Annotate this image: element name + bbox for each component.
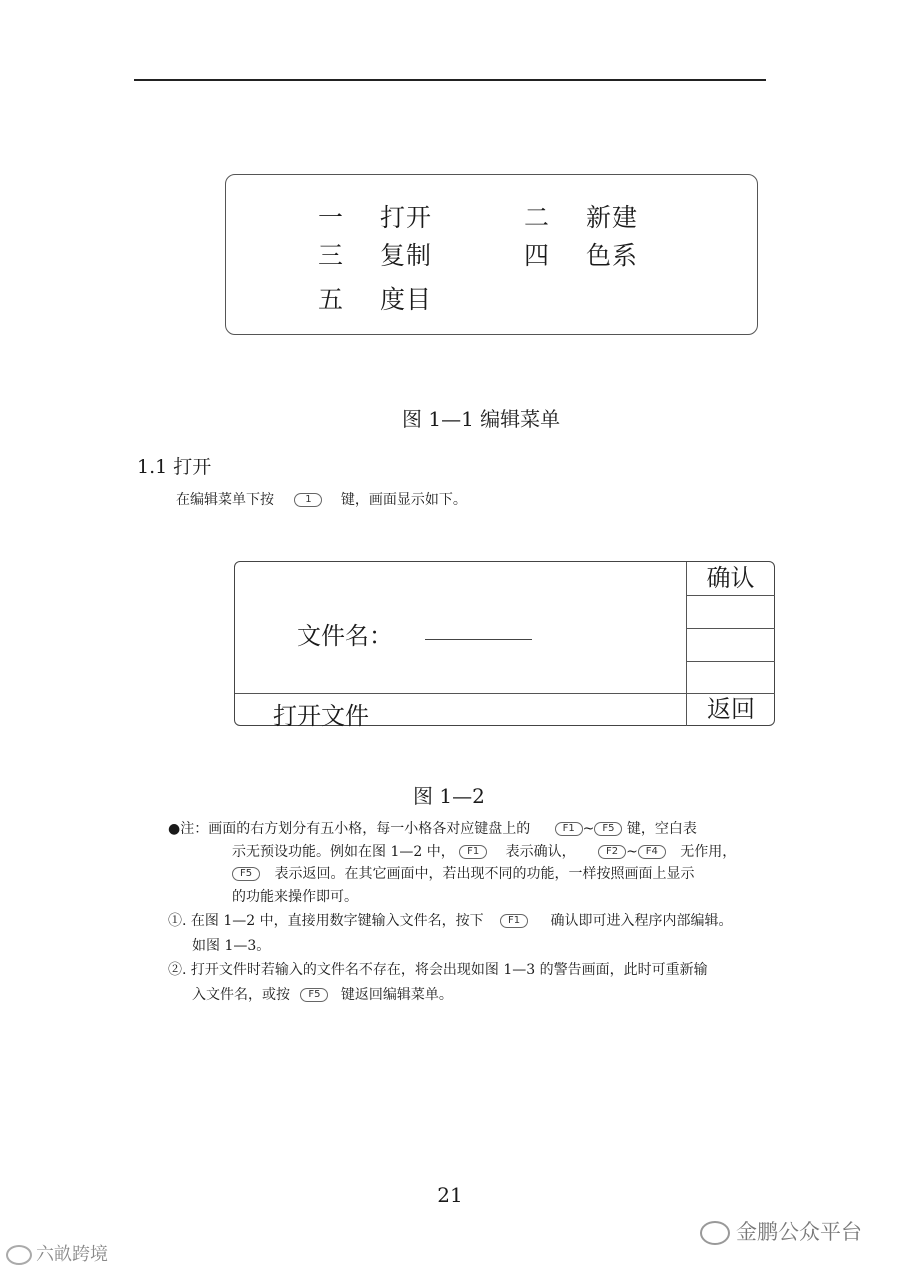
filename-label: 文件名： — [297, 622, 393, 650]
watermark-text: 六畝跨境 — [36, 1244, 108, 1265]
menu-item-number: 一 — [318, 203, 345, 232]
status-open-file: 打开文件 — [273, 702, 369, 730]
note-text: ①. 在图 1—2 中，直接用数字键输入文件名，按下 — [168, 913, 484, 929]
watermark-right — [700, 1216, 862, 1246]
note-line: 的功能来操作即可。 — [232, 889, 358, 905]
tilde-text: ~ — [582, 821, 595, 837]
menu-item-label: 度目 — [380, 285, 433, 314]
key-f1-icon: F1 — [459, 845, 487, 859]
note-text: 确认即可进入程序内部编辑。 — [550, 913, 733, 929]
intro-paragraph — [176, 489, 467, 509]
key-f1-icon: F1 — [500, 914, 528, 928]
menu-item-label: 复制 — [380, 241, 433, 270]
edit-menu-box — [225, 174, 758, 335]
menu-item-number: 五 — [318, 285, 345, 314]
softkey-confirm[interactable]: 确认 — [706, 564, 755, 592]
menu-item-scale — [318, 280, 432, 316]
filename-input[interactable] — [425, 638, 532, 640]
menu-item-label: 新建 — [586, 203, 639, 232]
list-item-continuation: 如图 1—3。 — [192, 938, 271, 954]
note-line — [232, 864, 694, 884]
menu-item-copy — [318, 236, 432, 272]
key-f4-icon: F4 — [638, 845, 666, 859]
list-item: ②. 打开文件时若输入的文件名不存在，将会出现如图 1—3 的警告画面，此时可重新输 — [168, 962, 708, 978]
watermark-left — [6, 1240, 108, 1266]
menu-item-number: 四 — [524, 241, 551, 270]
header-rule — [134, 79, 766, 81]
note-text: 入文件名，或按 — [192, 987, 290, 1003]
tilde-text: ~ — [626, 844, 638, 860]
intro-text: 键，画面显示如下。 — [340, 492, 467, 508]
figure-caption: 图 1—2 — [413, 784, 485, 808]
logo-icon — [6, 1245, 32, 1265]
key-f5-icon: F5 — [300, 988, 328, 1002]
note-text: 键返回编辑菜单。 — [340, 987, 453, 1003]
note-text: 表示返回。在其它画面中，若出现不同的功能，一样按照画面上显示 — [274, 866, 695, 882]
note-text: ●注：画面的右方划分有五小格，每一小格各对应键盘上的 — [168, 821, 531, 837]
key-f1-icon: F1 — [555, 822, 583, 836]
section-title: 1.1 打开 — [137, 456, 212, 478]
menu-item-number: 二 — [524, 203, 551, 232]
key-f5-icon: F5 — [594, 822, 622, 836]
menu-item-label: 色系 — [586, 241, 639, 270]
note-text: 表示确认， — [505, 844, 576, 860]
menu-item-label: 打开 — [380, 203, 433, 232]
page-number: 21 — [437, 1183, 463, 1207]
figure-caption: 图 1—1 编辑菜单 — [402, 407, 561, 431]
menu-item-open — [318, 198, 432, 234]
softkey-divider — [686, 595, 775, 596]
wechat-icon — [700, 1221, 730, 1245]
note-line — [232, 842, 736, 862]
open-file-screen — [234, 561, 775, 730]
menu-item-number: 三 — [318, 241, 345, 270]
menu-item-new — [524, 198, 638, 234]
note-text: 示无预设功能。例如在图 1—2 中， — [232, 844, 455, 860]
intro-text: 在编辑菜单下按 — [176, 492, 274, 508]
list-item — [168, 911, 733, 931]
softkey-divider — [686, 661, 775, 662]
watermark-text: 金鹏公众平台 — [736, 1220, 862, 1244]
menu-item-color — [524, 236, 638, 272]
list-item-continuation — [192, 985, 453, 1005]
note-line — [168, 819, 697, 839]
key-f5-icon: F5 — [232, 867, 260, 881]
note-text: 键，空白表 — [626, 821, 697, 837]
softkey-divider — [686, 628, 775, 629]
note-text: 无作用， — [680, 844, 737, 860]
softkey-return[interactable]: 返回 — [686, 693, 775, 726]
key-1-icon: 1 — [294, 493, 322, 507]
key-f2-icon: F2 — [598, 845, 626, 859]
